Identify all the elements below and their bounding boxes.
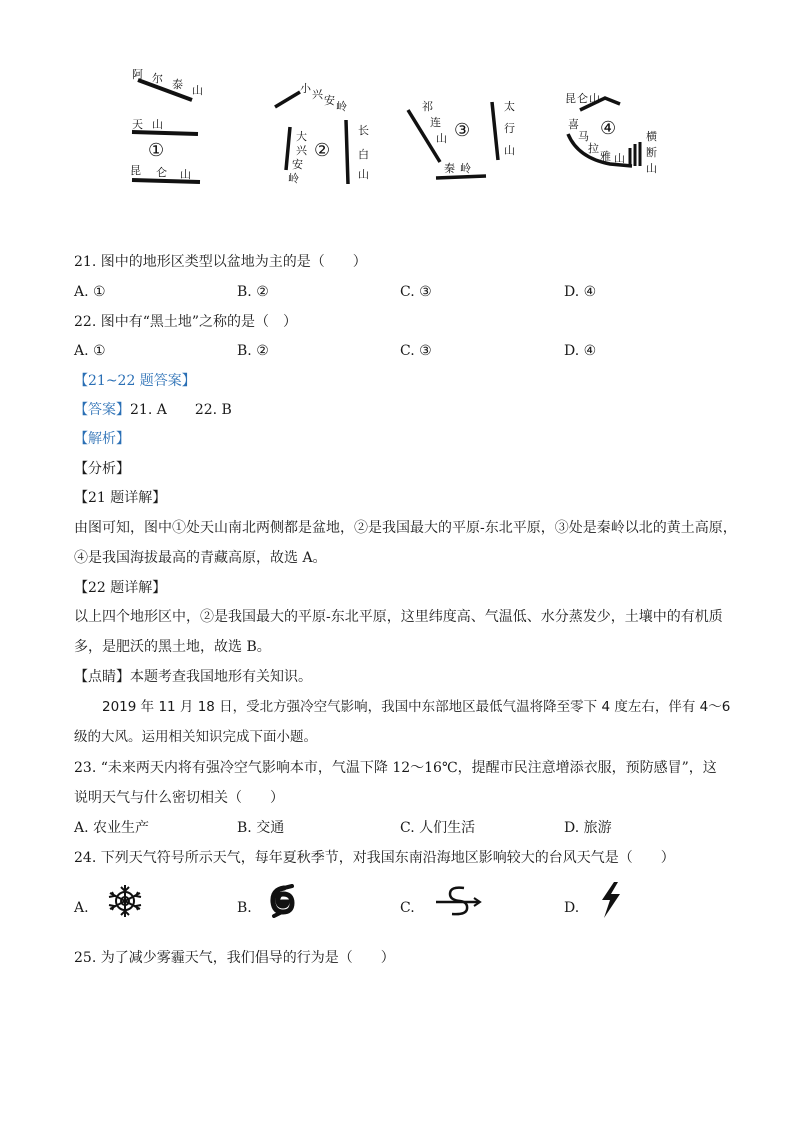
panel3-left-label-2: 山 [436, 132, 447, 145]
panel2-left-label-3: 岭 [288, 172, 299, 185]
detail-21-para-1: 由图可知，图中①处天山南北两侧都是盆地，②是我国最大的平原-东北平原，③处是秦岭以北的黄土高原， [74, 520, 737, 536]
panel3-right-label-0: 太 [504, 100, 515, 113]
panel4-left-label-2: 拉 [588, 142, 599, 155]
panel4-number: ④ [600, 118, 617, 139]
panel4-left-label-0: 喜 [568, 118, 579, 131]
material-line-1: 2019 年 11 月 18 日，受北方强冷空气影响，我国中东部地区最低气温将降至零下 4 度左右，伴有 4～6 [102, 699, 731, 715]
panel3-left-label-1: 连 [430, 116, 441, 129]
panel-3 [408, 99, 515, 178]
panel1-top-label-1: 尔 [152, 72, 163, 85]
panel2-right-label-0: 长 [358, 124, 369, 137]
panel-2 [275, 81, 369, 185]
answer-header: 【21~22 题答案】 [74, 373, 196, 389]
detail-21-para-2: ④是我国海拔最高的青藏高原，故选 A。 [74, 550, 327, 566]
panel1-top-label-2: 泰 [172, 78, 183, 91]
panel3-bottom-label-0: 秦 [444, 162, 455, 175]
panel4-top-label-0: 昆 [565, 92, 576, 105]
panel2-left-label-1: 兴 [296, 144, 307, 157]
panel1-top-label-0: 阿 [132, 68, 143, 81]
answer-line [74, 400, 232, 420]
material-line-2: 级的大风。运用相关知识完成下面小题。 [74, 729, 317, 745]
panel3-number: ③ [454, 120, 471, 141]
panel4-right-label-2: 山 [646, 162, 657, 175]
typhoon-icon [268, 884, 298, 922]
panel-4 [565, 92, 657, 175]
panel3-left-label-0: 祁 [422, 100, 433, 113]
sandstorm-icon [434, 882, 482, 924]
panel4-left-label-4: 山 [614, 152, 625, 165]
q21-option-c[interactable]: C. ③ [400, 284, 432, 300]
q24-option-c[interactable]: C. [400, 900, 415, 916]
panel1-bottom-label-2: 山 [180, 168, 191, 181]
detail-21-tag: 【21 题详解】 [74, 490, 167, 506]
analysis-tag: 【解析】 [74, 431, 130, 447]
panel2-top-label-2: 安 [324, 94, 335, 107]
q24-option-b[interactable]: B. [237, 900, 252, 916]
panel4-right-label-1: 断 [646, 146, 657, 159]
panel3-right-label-1: 行 [504, 122, 515, 135]
panel1-mid-label-1: 山 [152, 118, 163, 131]
detail-22-tag: 【22 题详解】 [74, 580, 167, 596]
q23-option-d[interactable]: D. 旅游 [564, 820, 612, 836]
panel1-bottom-label-1: 仑 [156, 166, 167, 179]
terrain-sketch [110, 62, 680, 202]
panel2-top-label-3: 岭 [336, 100, 347, 113]
panel2-number: ② [314, 140, 331, 161]
panel3-bottom-label-1: 岭 [460, 162, 471, 175]
q23-option-c[interactable]: C. 人们生活 [400, 820, 476, 836]
question-24-stem: 24. 下列天气符号所示天气，每年夏秋季节，对我国东南沿海地区影响较大的台风天气是（ ） [74, 850, 675, 866]
panel2-left-label-2: 安 [292, 158, 303, 171]
q24-option-d[interactable]: D. [564, 900, 580, 916]
panel4-right-label-0: 横 [646, 130, 657, 143]
answer-tag: 【答案】 [74, 402, 130, 418]
panel1-top-label-3: 山 [192, 84, 203, 97]
q22-option-a[interactable]: A. ① [74, 343, 106, 359]
lightning-icon [596, 880, 624, 924]
q23-option-a[interactable]: A. 农业生产 [74, 820, 150, 836]
question-22-stem: 22. 图中有“黑土地”之称的是（ ） [74, 314, 298, 330]
panel1-bottom-label-0: 昆 [130, 164, 141, 177]
panel4-left-label-3: 雅 [600, 150, 611, 163]
panel1-mid-label-0: 天 [132, 118, 143, 131]
question-23-stem-1: 23. “未来两天内将有强冷空气影响本市，气温下降 12～16℃，提醒市民注意增添衣服，预防感冒”，这 [74, 760, 717, 776]
detail-22-para-2: 多，是肥沃的黑土地，故选 B。 [74, 639, 271, 655]
panel4-top-label-1: 仑 [577, 92, 588, 105]
panel3-right-label-2: 山 [504, 144, 515, 157]
panel2-top-label-1: 兴 [312, 88, 323, 101]
snowflake-icon [104, 882, 146, 924]
panel4-left-label-1: 马 [578, 130, 589, 143]
terrain-figure [110, 62, 680, 202]
q24-option-a[interactable]: A. [74, 900, 89, 916]
panel2-right-label-1: 白 [358, 148, 369, 161]
question-23-stem-2: 说明天气与什么密切相关（ ） [74, 790, 284, 806]
question-21-stem: 21. 图中的地形区类型以盆地为主的是（ ） [74, 254, 367, 270]
panel1-number: ① [148, 140, 165, 161]
panel2-right-label-2: 山 [358, 168, 369, 181]
dianjing-note: 【点睛】本题考查我国地形有关知识。 [74, 669, 312, 685]
detail-22-para-1: 以上四个地形区中，②是我国最大的平原-东北平原，这里纬度高、气温低、水分蒸发少，土壤中的有机质 [74, 609, 723, 625]
q22-option-d[interactable]: D. ④ [564, 343, 597, 359]
q22-option-c[interactable]: C. ③ [400, 343, 432, 359]
q22-option-b[interactable]: B. ② [237, 343, 269, 359]
answer-text: 21. A 22. B [130, 402, 232, 418]
fenxi-tag: 【分析】 [74, 461, 130, 477]
panel2-left-label-0: 大 [296, 130, 307, 143]
panel4-top-label-2: 山 [589, 92, 600, 105]
question-25-stem: 25. 为了减少雾霾天气，我们倡导的行为是（ ） [74, 950, 395, 966]
q21-option-a[interactable]: A. ① [74, 284, 106, 300]
q23-option-b[interactable]: B. 交通 [237, 820, 285, 836]
q21-option-d[interactable]: D. ④ [564, 284, 597, 300]
panel-1 [130, 68, 203, 182]
q21-option-b[interactable]: B. ② [237, 284, 269, 300]
panel2-top-label-0: 小 [300, 82, 311, 95]
